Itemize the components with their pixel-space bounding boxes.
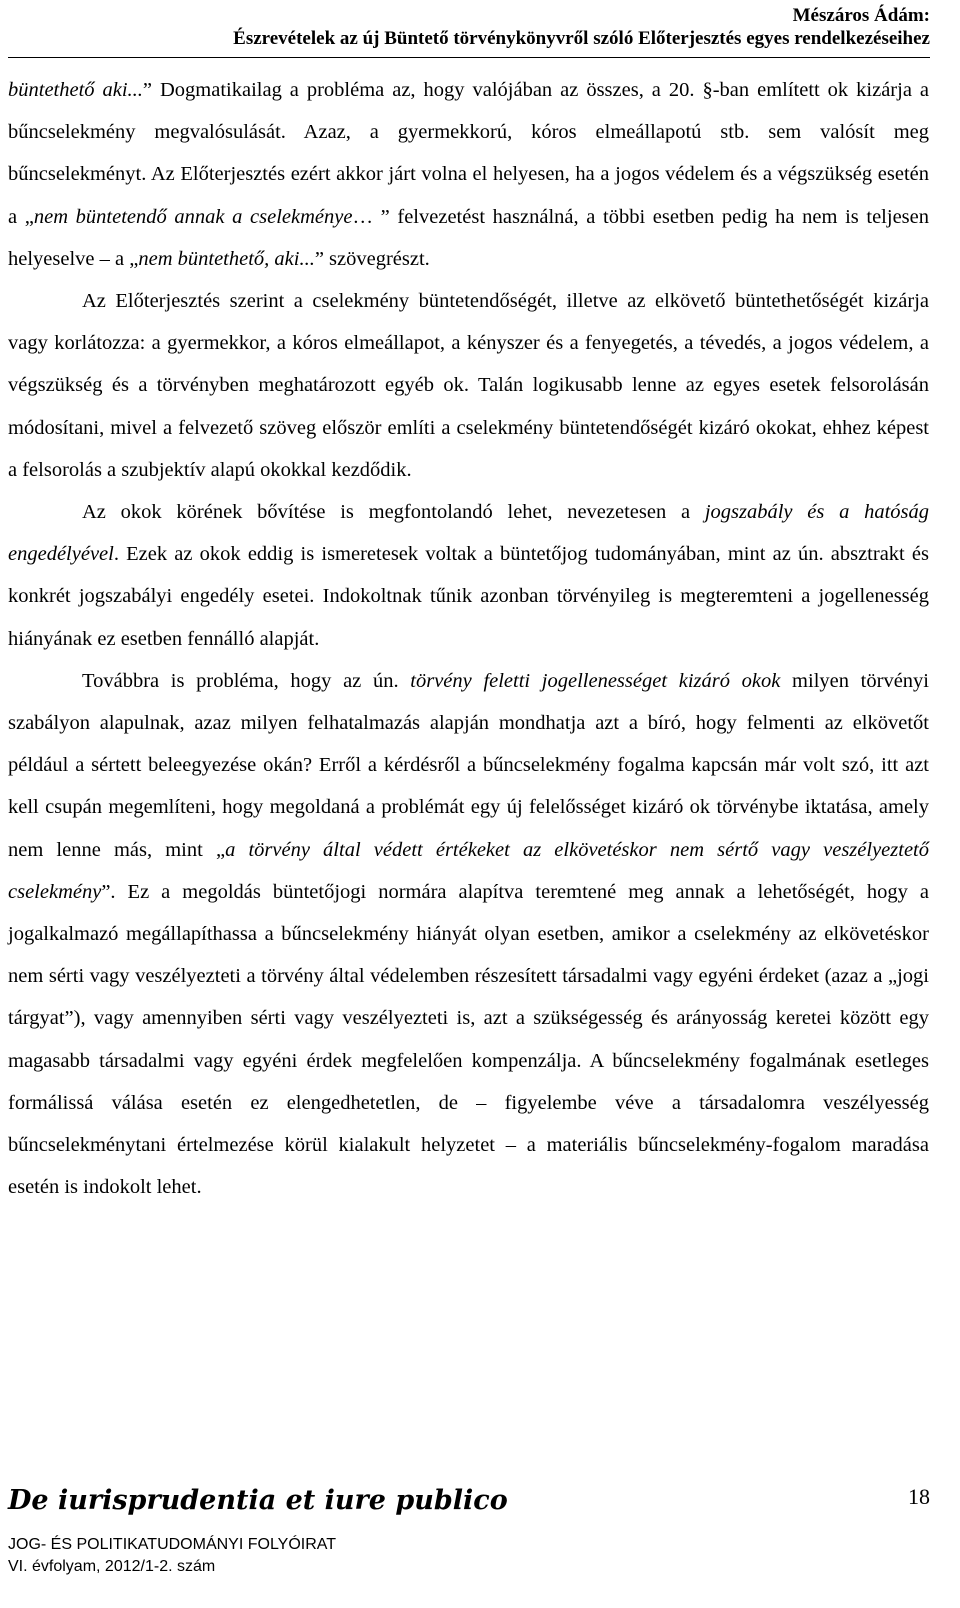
body-text <box>8 69 929 1208</box>
running-header <box>233 4 930 50</box>
text-segment: … ” felvezetést használná, a többi esetben pedig ha nem is teljesen helyeselve – a „ <box>8 205 929 270</box>
text-segment: büntethető aki... <box>8 79 143 101</box>
page-number: 18 <box>908 1484 930 1509</box>
text-segment: Az okok körének bővítése is megfontolandó lehet, nevezetesen a <box>82 501 705 524</box>
paragraph-3 <box>8 491 929 660</box>
header-divider <box>8 57 930 58</box>
paragraph-2 <box>8 280 929 491</box>
text-segment: milyen törvényi szabályon alapulnak, azaz milyen felhatalmazás alapján mondhatja azt a bíró, hogy felmenti az elkövetőt például a sértett beleegyezése okán? Erről a kérdésről a bűncselekmény fogalma kapcsán már volt szó, itt azt kell csupán megemlíteni, hogy megoldaná a problémát egy új felelősséget kizáró ok törvénybe iktatása, amely nem lenne más, mint „ <box>8 669 929 861</box>
journal-subtitle: JOG- ÉS POLITIKATUDOMÁNYI FOLYÓIRAT <box>8 1536 337 1553</box>
header-title: Észrevételek az új Büntető törvénykönyvről szóló Előterjesztés egyes rendelkezéseihez <box>233 28 930 49</box>
header-author: Mészáros Ádám: <box>792 5 930 26</box>
paragraph-4 <box>8 660 929 1209</box>
text-segment: ”. Ez a megoldás büntetőjogi normára alapítva teremtené meg annak a lehetőségét, hogy a jogalkalmazó megállapíthassa a bűncselekmény hiányát olyan esetben, amikor a cselekmény az elkövetéskor nem sérti vagy veszélyezteti a törvény által védelemben részesített társadalmi vagy egyéni érdeket (azaz a „jogi tárgyat”), vagy amennyiben sérti vagy veszélyezteti is, azt a szükségesség és arányosság keretei között egy magasabb társadalmi vagy egyéni érdek megfelelően kompenzálja. A bűncselekmény fogalmának esetleges formálissá válása esetén ez elengedhetetlen, de – figyelembe véve a társadalomra veszélyesség bűncselekménytani értelmezése körül kialakult helyzetet – a materiális bűncselekmény-fogalom maradása esetén is indokolt lehet. <box>8 880 929 1199</box>
text-segment: Az Előterjesztés szerint a cselekmény büntetendőségét, illetve az elkövető büntethetőségét kizárja vagy korlátozza: a gyermekkor, a kóros elmeállapot, a kényszer és a fenyegetés, a tévedés, a jogos védelem, a végszükség és a törvényben meghatározott egyéb ok. Talán logikusabb lenne az egyes esetek felsorolásán módosítani, mivel a felvezető szöveg először említi a cselekmény büntetendőségét kizáró okokat, ehhez képest a felsorolás a szubjektív alapú okokkal kezdődik. <box>8 290 929 481</box>
text-segment: jogszabály és a hatóság engedélyével <box>8 501 929 566</box>
text-segment: ” Dogmatikailag a probléma az, hogy valójában az összes, a 20. §-ban említett ok kizárja a bűncselekmény megvalósulását. Azaz, a gyermekkorú, kóros elmeállapotú stb. sem valósít meg bűncselekményt. Az Előterjesztés ezért akkor járt volna el helyesen, ha a jogos védelem és a végszükség esetén a „ <box>8 79 929 228</box>
text-segment: . Ezek az okok eddig is ismeretesek voltak a büntetőjog tudományában, mint az ún. absztrakt és konkrét jogszabályi engedély esetei. Indokoltnak tűnik azonban törvényileg is megteremteni a jogellenesség hiányának ez esetben fennálló alapját. <box>8 543 929 650</box>
text-segment: a törvény által védett értékeket az elkövetéskor nem sértő vagy veszélyeztető cselekmény <box>8 838 929 903</box>
text-segment: törvény feletti jogellenességet kizáró okok <box>410 669 781 692</box>
journal-volume: VI. évfolyam, 2012/1-2. szám <box>8 1558 216 1575</box>
journal-title: De iurisprudentia et iure publico <box>8 1485 508 1516</box>
paragraph-1 <box>8 69 929 280</box>
text-segment: ” szövegrészt. <box>314 247 430 270</box>
text-segment: nem büntethető, aki... <box>138 247 315 270</box>
text-segment: nem büntetendő annak a cselekménye <box>33 205 353 228</box>
journal-info <box>8 1534 336 1578</box>
text-segment: Továbbra is probléma, hogy az ún. <box>82 669 411 692</box>
